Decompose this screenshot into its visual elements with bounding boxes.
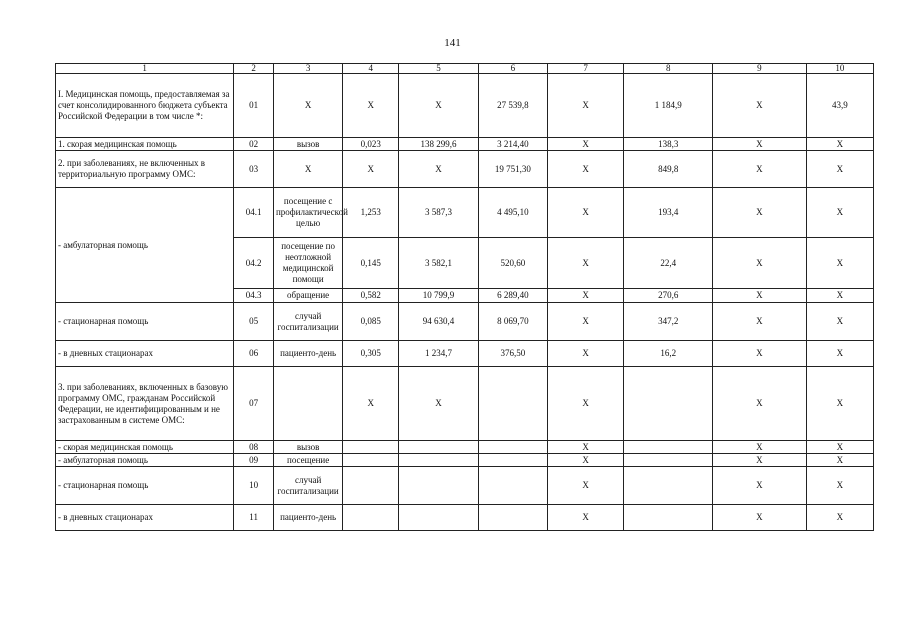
table-cell: X: [273, 74, 342, 138]
table-cell: 0,305: [343, 341, 399, 367]
row-code: 07: [234, 367, 274, 441]
row-code: 05: [234, 303, 274, 341]
table-cell: X: [547, 341, 623, 367]
header-cell: 2: [234, 64, 274, 74]
table-cell: [624, 467, 713, 505]
table-cell: 8 069,70: [478, 303, 547, 341]
table-cell: X: [713, 467, 807, 505]
table-cell: 1,253: [343, 188, 399, 238]
table-cell: [478, 467, 547, 505]
table-cell: X: [806, 441, 873, 454]
table-cell: 270,6: [624, 289, 713, 303]
row-code: 02: [234, 138, 274, 151]
table-cell: 6 289,40: [478, 289, 547, 303]
table-cell: [343, 441, 399, 454]
table-cell: X: [713, 454, 807, 467]
header-row: [56, 64, 874, 74]
table-cell: 19 751,30: [478, 151, 547, 188]
table-cell: [478, 367, 547, 441]
row-code: 09: [234, 454, 274, 467]
table-cell: X: [399, 151, 478, 188]
row-label: - амбулаторная помощь: [56, 454, 234, 467]
table-cell: X: [806, 303, 873, 341]
table-cell: X: [806, 505, 873, 531]
table-cell: [624, 505, 713, 531]
table-row: [56, 454, 874, 467]
table-cell: [273, 367, 342, 441]
table-cell: посещение с профилактической целью: [273, 188, 342, 238]
table-cell: 376,50: [478, 341, 547, 367]
table-cell: X: [547, 454, 623, 467]
table-cell: посещение по неотложной медицинской помощи: [273, 238, 342, 289]
row-code: 04.3: [234, 289, 274, 303]
table-cell: 0,023: [343, 138, 399, 151]
table-cell: пациенто-день: [273, 505, 342, 531]
table-cell: X: [713, 188, 807, 238]
row-label: - в дневных стационарах: [56, 341, 234, 367]
row-label: - стационарная помощь: [56, 467, 234, 505]
table-row: [56, 441, 874, 454]
header-cell: 5: [399, 64, 478, 74]
table-cell: обращение: [273, 289, 342, 303]
table-cell: [343, 505, 399, 531]
table-cell: [343, 467, 399, 505]
page-number: 141: [444, 37, 461, 49]
table-cell: X: [343, 151, 399, 188]
table-cell: посещение: [273, 454, 342, 467]
table-row: [56, 138, 874, 151]
table-cell: X: [713, 238, 807, 289]
table-cell: вызов: [273, 138, 342, 151]
table-cell: X: [273, 151, 342, 188]
row-code: 06: [234, 341, 274, 367]
row-label: - скорая медицинская помощь: [56, 441, 234, 454]
table-cell: [624, 441, 713, 454]
table-cell: 347,2: [624, 303, 713, 341]
row-label: 1. скорая медицинская помощь: [56, 138, 234, 151]
table-cell: X: [343, 74, 399, 138]
table-cell: 22,4: [624, 238, 713, 289]
table-cell: X: [547, 138, 623, 151]
table-cell: 1 184,9: [624, 74, 713, 138]
table-cell: [478, 454, 547, 467]
table-cell: 1 234,7: [399, 341, 478, 367]
table-cell: [399, 467, 478, 505]
row-label: I. Медицинская помощь, предоставляемая за счет консолидированного бюджета субъекта Российской Федерации в том числе *:: [56, 74, 234, 138]
table-cell: X: [399, 74, 478, 138]
table-row: [56, 505, 874, 531]
row-code: 11: [234, 505, 274, 531]
table-cell: X: [547, 151, 623, 188]
table-row: [56, 467, 874, 505]
table-row: [56, 151, 874, 188]
table-cell: 4 495,10: [478, 188, 547, 238]
table-cell: X: [343, 367, 399, 441]
header-cell: 9: [713, 64, 807, 74]
table-row: [56, 341, 874, 367]
table-cell: X: [713, 367, 807, 441]
table-cell: вызов: [273, 441, 342, 454]
table-cell: 16,2: [624, 341, 713, 367]
table-cell: X: [713, 138, 807, 151]
header-cell: 10: [806, 64, 873, 74]
row-code: 10: [234, 467, 274, 505]
table-cell: 0,582: [343, 289, 399, 303]
table-cell: X: [806, 454, 873, 467]
row-code: 04.2: [234, 238, 274, 289]
table-cell: 3 582,1: [399, 238, 478, 289]
table-cell: 94 630,4: [399, 303, 478, 341]
table-cell: X: [547, 467, 623, 505]
row-label: - амбулаторная помощь: [56, 188, 234, 303]
table-cell: 43,9: [806, 74, 873, 138]
table-cell: X: [713, 151, 807, 188]
row-label: - в дневных стационарах: [56, 505, 234, 531]
table-row: [56, 303, 874, 341]
table-cell: X: [806, 188, 873, 238]
table-row: [56, 367, 874, 441]
table-cell: 138,3: [624, 138, 713, 151]
table-row: [56, 188, 874, 238]
table-cell: пациенто-день: [273, 341, 342, 367]
table-cell: X: [806, 238, 873, 289]
header-cell: 3: [273, 64, 342, 74]
table-cell: [624, 367, 713, 441]
table-cell: X: [713, 341, 807, 367]
table-cell: [478, 441, 547, 454]
table-cell: случай госпитализации: [273, 303, 342, 341]
table-row: [56, 74, 874, 138]
table-cell: X: [547, 441, 623, 454]
row-code: 08: [234, 441, 274, 454]
table-cell: [624, 454, 713, 467]
row-label: - стационарная помощь: [56, 303, 234, 341]
table-cell: 138 299,6: [399, 138, 478, 151]
table-cell: [343, 454, 399, 467]
table-cell: 10 799,9: [399, 289, 478, 303]
table-cell: X: [547, 74, 623, 138]
table-cell: 0,085: [343, 303, 399, 341]
table-cell: [399, 441, 478, 454]
row-code: 01: [234, 74, 274, 138]
table-cell: X: [547, 367, 623, 441]
header-cell: 8: [624, 64, 713, 74]
table-cell: X: [713, 303, 807, 341]
table-cell: 0,145: [343, 238, 399, 289]
table-cell: X: [713, 441, 807, 454]
table-cell: X: [547, 289, 623, 303]
header-cell: 1: [56, 64, 234, 74]
table-cell: X: [713, 289, 807, 303]
table-cell: X: [806, 341, 873, 367]
table-cell: X: [806, 151, 873, 188]
table-cell: 849,8: [624, 151, 713, 188]
table-cell: X: [547, 303, 623, 341]
header-cell: 4: [343, 64, 399, 74]
row-code: 03: [234, 151, 274, 188]
table-cell: [399, 454, 478, 467]
table-cell: 27 539,8: [478, 74, 547, 138]
table-cell: [478, 505, 547, 531]
header-cell: 6: [478, 64, 547, 74]
table-cell: X: [806, 138, 873, 151]
table-cell: случай госпитализации: [273, 467, 342, 505]
table-cell: X: [547, 188, 623, 238]
table-cell: X: [547, 238, 623, 289]
row-code: 04.1: [234, 188, 274, 238]
table-cell: X: [806, 289, 873, 303]
header-cell: 7: [547, 64, 623, 74]
table-cell: 3 214,40: [478, 138, 547, 151]
row-label: 3. при заболеваниях, включенных в базовую программу ОМС, гражданам Российской Федерации, не идентифицированным и не застрахованным в системе ОМС:: [56, 367, 234, 441]
table-cell: X: [806, 367, 873, 441]
table-cell: X: [399, 367, 478, 441]
table-cell: 3 587,3: [399, 188, 478, 238]
table-cell: X: [547, 505, 623, 531]
table-cell: X: [713, 505, 807, 531]
table-cell: X: [806, 467, 873, 505]
table-cell: X: [713, 74, 807, 138]
table-cell: 520,60: [478, 238, 547, 289]
table-cell: [399, 505, 478, 531]
data-table: [55, 63, 874, 531]
table-cell: 193,4: [624, 188, 713, 238]
row-label: 2. при заболеваниях, не включенных в территориальную программу ОМС:: [56, 151, 234, 188]
